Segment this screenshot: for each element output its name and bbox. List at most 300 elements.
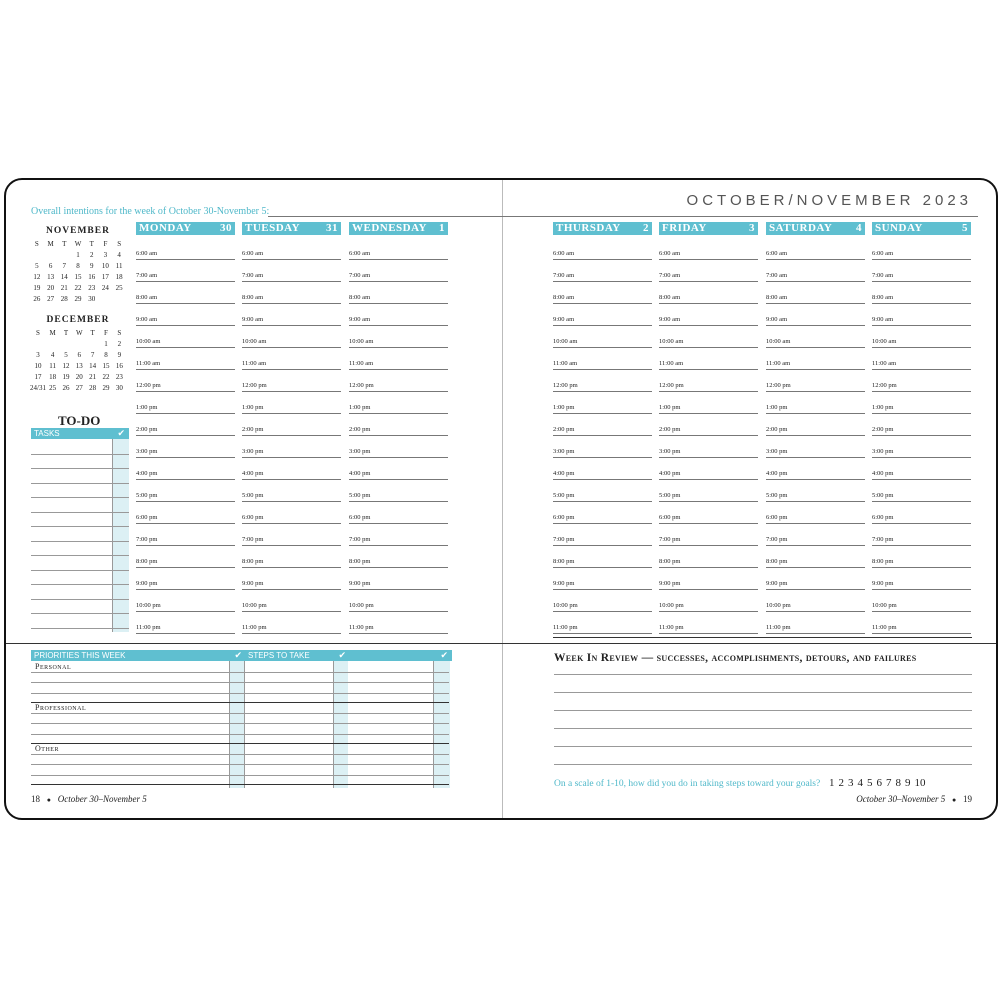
time-slot[interactable]: 1:00 pm <box>349 404 448 414</box>
time-slot[interactable]: 8:00 am <box>766 294 865 304</box>
time-slot[interactable]: 5:00 pm <box>349 492 448 502</box>
time-slot[interactable]: 9:00 pm <box>242 580 341 590</box>
intention-line[interactable] <box>268 216 978 217</box>
time-slot[interactable]: 11:00 am <box>349 360 448 370</box>
calendar-day: 8 <box>104 351 108 359</box>
todo-line[interactable] <box>31 497 129 498</box>
priority-line[interactable] <box>31 693 449 694</box>
day-number: 3 <box>749 222 755 234</box>
todo-line[interactable] <box>31 454 129 455</box>
time-slot[interactable]: 5:00 pm <box>553 492 652 502</box>
calendar-day: 22 <box>102 373 110 381</box>
calendar-day: 14 <box>89 362 97 370</box>
time-slot[interactable]: 6:00 pm <box>659 514 758 524</box>
rating-option[interactable]: 8 <box>895 777 901 789</box>
time-slot[interactable]: 9:00 am <box>766 316 865 326</box>
day-header <box>659 222 758 235</box>
time-slot[interactable]: 7:00 pm <box>136 536 235 546</box>
calendar-day: 7 <box>90 351 95 359</box>
day-number: 4 <box>856 222 862 234</box>
time-slot[interactable]: 10:00 pm <box>349 602 448 612</box>
calendar-grid <box>30 329 126 392</box>
rating-option[interactable]: 5 <box>867 777 873 789</box>
calendar-day <box>86 340 99 348</box>
todo-line[interactable] <box>31 570 129 571</box>
time-slot[interactable]: 11:00 am <box>766 360 865 370</box>
review-line[interactable] <box>554 710 972 711</box>
priority-line[interactable] <box>31 764 449 765</box>
calendar-day: 25 <box>115 284 123 292</box>
calendar-day: 26 <box>33 295 41 303</box>
time-slot[interactable]: 10:00 am <box>659 338 758 348</box>
weekday-label: S <box>36 329 40 337</box>
time-slot[interactable]: 2:00 pm <box>136 426 235 436</box>
priority-line[interactable] <box>31 713 449 714</box>
time-slot[interactable]: 7:00 pm <box>659 536 758 546</box>
rating-option[interactable]: 3 <box>848 777 854 789</box>
priorities-header <box>31 650 246 661</box>
calendar-day: 23 <box>88 284 96 292</box>
day-number: 5 <box>962 222 968 234</box>
section-rule <box>31 743 449 744</box>
calendar-day: 3 <box>103 251 108 259</box>
day-name: SUNDAY <box>875 222 923 234</box>
time-slot[interactable]: 6:00 am <box>553 250 652 260</box>
todo-lines[interactable] <box>31 439 129 632</box>
calendar-day: 17 <box>101 273 109 281</box>
time-slot[interactable]: 7:00 am <box>766 272 865 282</box>
priority-section-label: Professional <box>35 703 87 712</box>
footer-date-right: October 30–November 5 <box>856 794 946 804</box>
time-slot[interactable]: 7:00 am <box>136 272 235 282</box>
review-line[interactable] <box>554 746 972 747</box>
rating-option[interactable]: 6 <box>876 777 882 789</box>
calendar-day: 10 <box>34 362 42 370</box>
time-slot[interactable]: 3:00 pm <box>553 448 652 458</box>
time-slot[interactable]: 5:00 pm <box>766 492 865 502</box>
calendar-day <box>46 340 59 348</box>
calendar-day <box>30 340 46 348</box>
time-slot[interactable]: 10:00 am <box>136 338 235 348</box>
time-slot[interactable]: 12:00 pm <box>136 382 235 392</box>
time-slot[interactable]: 2:00 pm <box>659 426 758 436</box>
time-slot[interactable]: 11:00 am <box>242 360 341 370</box>
calendar-day: 17 <box>34 373 42 381</box>
time-slot[interactable]: 10:00 am <box>553 338 652 348</box>
time-slot[interactable]: 12:00 pm <box>349 382 448 392</box>
time-slot[interactable]: 1:00 pm <box>136 404 235 414</box>
todo-line[interactable] <box>31 613 129 614</box>
time-slot[interactable]: 8:00 am <box>136 294 235 304</box>
time-slot[interactable]: 6:00 am <box>136 250 235 260</box>
time-slot[interactable]: 8:00 pm <box>659 558 758 568</box>
calendar-day: 6 <box>77 351 82 359</box>
calendar-day: 7 <box>62 262 67 270</box>
calendar-day: 28 <box>60 295 68 303</box>
priority-section-label: Other <box>35 744 59 753</box>
time-slot[interactable]: 9:00 pm <box>136 580 235 590</box>
time-slot[interactable]: 11:00 am <box>659 360 758 370</box>
calendar-day: 30 <box>115 384 123 392</box>
mini-calendar <box>30 226 126 303</box>
weekday-label: T <box>62 240 67 248</box>
time-slot[interactable]: 9:00 pm <box>659 580 758 590</box>
time-slot[interactable]: 10:00 pm <box>136 602 235 612</box>
time-slot[interactable]: 11:00 pm <box>136 624 235 634</box>
bullet-icon: ● <box>46 796 51 804</box>
day-header <box>136 222 235 235</box>
rating-option[interactable]: 7 <box>886 777 892 789</box>
time-slot[interactable]: 3:00 pm <box>659 448 758 458</box>
time-slot[interactable]: 10:00 pm <box>872 602 971 612</box>
rating-option[interactable]: 4 <box>857 777 863 789</box>
time-slot[interactable]: 10:00 pm <box>242 602 341 612</box>
scale-question: On a scale of 1-10, how did you do in taking steps toward your goals? <box>554 779 821 789</box>
calendar-day: 18 <box>49 373 57 381</box>
priorities-label: PRIORITIES THIS WEEK <box>34 651 126 660</box>
priority-line[interactable] <box>31 775 449 776</box>
time-slot[interactable]: 4:00 pm <box>766 470 865 480</box>
calendar-day: 4 <box>50 351 55 359</box>
day-header <box>242 222 341 235</box>
time-slot[interactable]: 3:00 pm <box>349 448 448 458</box>
calendar-day <box>99 295 113 303</box>
time-slot[interactable]: 10:00 pm <box>659 602 758 612</box>
review-line[interactable] <box>554 728 972 729</box>
priority-line[interactable] <box>31 682 449 683</box>
time-slot[interactable]: 4:00 pm <box>659 470 758 480</box>
calendar-day: 16 <box>88 273 96 281</box>
section-rule <box>31 784 449 785</box>
todo-line[interactable] <box>31 526 129 527</box>
time-slot[interactable]: 1:00 pm <box>242 404 341 414</box>
time-slot[interactable]: 3:00 pm <box>242 448 341 458</box>
time-slot[interactable]: 2:00 pm <box>242 426 341 436</box>
calendar-day: 24/31 <box>30 384 46 392</box>
time-slot[interactable]: 12:00 pm <box>872 382 971 392</box>
time-slot[interactable]: 11:00 pm <box>349 624 448 634</box>
rating-option[interactable]: 2 <box>838 777 844 789</box>
time-slot[interactable]: 1:00 pm <box>553 404 652 414</box>
priority-section-label: Personal <box>35 662 72 671</box>
calendar-day: 23 <box>115 373 123 381</box>
priority-line[interactable] <box>31 723 449 724</box>
weekday-label: M <box>49 329 56 337</box>
check-icon: ✔ <box>338 650 346 660</box>
time-slot[interactable]: 2:00 pm <box>553 426 652 436</box>
day-number: 31 <box>326 222 338 234</box>
time-slot[interactable]: 4:00 pm <box>553 470 652 480</box>
todo-line[interactable] <box>31 512 129 513</box>
todo-list <box>31 428 129 632</box>
time-slot[interactable]: 9:00 am <box>553 316 652 326</box>
steps-check-column-2[interactable] <box>433 661 450 788</box>
planner-spread <box>4 178 998 820</box>
page-title: OCTOBER/NOVEMBER 2023 <box>686 192 972 209</box>
time-slot[interactable]: 9:00 am <box>349 316 448 326</box>
calendar-day: 9 <box>89 262 94 270</box>
time-slot[interactable]: 10:00 am <box>242 338 341 348</box>
time-slot[interactable]: 7:00 am <box>242 272 341 282</box>
weekday-label: S <box>117 329 122 337</box>
todo-line[interactable] <box>31 599 129 600</box>
time-slot[interactable]: 3:00 pm <box>872 448 971 458</box>
time-slot[interactable]: 10:00 pm <box>766 602 865 612</box>
weekday-label: M <box>47 240 54 248</box>
calendar-day: 13 <box>47 273 55 281</box>
priority-line[interactable] <box>31 734 449 735</box>
time-slot[interactable]: 8:00 am <box>349 294 448 304</box>
time-slot[interactable]: 8:00 am <box>659 294 758 304</box>
time-slot[interactable]: 9:00 am <box>872 316 971 326</box>
time-slot[interactable]: 5:00 pm <box>136 492 235 502</box>
weekday-label: T <box>89 240 94 248</box>
calendar-day: 14 <box>60 273 68 281</box>
day-name: WEDNESDAY <box>352 222 428 234</box>
time-slot[interactable]: 2:00 pm <box>766 426 865 436</box>
calendar-day: 19 <box>62 373 70 381</box>
time-slot[interactable]: 8:00 am <box>872 294 971 304</box>
calendar-day: 20 <box>75 373 83 381</box>
time-slot[interactable]: 8:00 am <box>553 294 652 304</box>
calendar-day <box>59 340 72 348</box>
footer-left <box>31 794 147 804</box>
time-slot[interactable]: 9:00 pm <box>872 580 971 590</box>
steps-header-2 <box>349 650 452 661</box>
time-slot[interactable]: 8:00 pm <box>766 558 865 568</box>
time-slot[interactable]: 9:00 am <box>136 316 235 326</box>
calendar-day <box>73 340 86 348</box>
time-slot[interactable]: 4:00 pm <box>872 470 971 480</box>
rating-option[interactable]: 1 <box>829 777 835 789</box>
calendar-day: 4 <box>117 251 121 259</box>
calendar-day: 29 <box>74 295 82 303</box>
day-number: 2 <box>643 222 649 234</box>
calendar-day: 21 <box>60 284 68 292</box>
calendar-day: 26 <box>62 384 70 392</box>
section-divider <box>6 643 998 644</box>
time-slot[interactable]: 1:00 pm <box>659 404 758 414</box>
page-number-right: 19 <box>963 794 972 804</box>
calendar-day <box>30 251 44 259</box>
time-slot[interactable]: 6:00 pm <box>872 514 971 524</box>
calendar-day: 11 <box>49 362 56 370</box>
calendar-day: 1 <box>104 340 108 348</box>
time-slot[interactable]: 9:00 pm <box>349 580 448 590</box>
calendar-day: 18 <box>115 273 123 281</box>
time-slot[interactable]: 7:00 pm <box>242 536 341 546</box>
calendar-day <box>57 251 71 259</box>
time-slot[interactable]: 11:00 am <box>872 360 971 370</box>
time-slot[interactable]: 3:00 pm <box>136 448 235 458</box>
day-name: FRIDAY <box>662 222 707 234</box>
steps-header <box>245 650 350 661</box>
time-slot[interactable]: 8:00 pm <box>136 558 235 568</box>
calendar-day: 2 <box>117 340 122 348</box>
time-slot[interactable]: 8:00 pm <box>242 558 341 568</box>
time-slot[interactable]: 2:00 pm <box>872 426 971 436</box>
time-slot[interactable]: 10:00 am <box>872 338 971 348</box>
priorities-section <box>31 650 449 788</box>
check-icon: ✔ <box>117 428 125 438</box>
time-slot[interactable]: 9:00 pm <box>766 580 865 590</box>
tasks-header <box>31 428 129 439</box>
calendar-day: 28 <box>89 384 97 392</box>
time-slot[interactable]: 6:00 pm <box>553 514 652 524</box>
priority-line[interactable] <box>31 754 449 755</box>
weekday-label: T <box>90 329 95 337</box>
day-header <box>766 222 865 235</box>
time-slot[interactable]: 12:00 pm <box>659 382 758 392</box>
time-slot[interactable]: 6:00 pm <box>349 514 448 524</box>
calendar-day: 24 <box>101 284 109 292</box>
todo-line[interactable] <box>31 584 129 585</box>
calendar-day: 8 <box>76 262 80 270</box>
time-slot[interactable]: 7:00 pm <box>872 536 971 546</box>
section-rule <box>31 702 449 703</box>
time-slot[interactable]: 11:00 pm <box>242 624 341 634</box>
check-icon: ✔ <box>440 650 448 660</box>
day-header <box>553 222 652 235</box>
time-slot[interactable]: 12:00 pm <box>242 382 341 392</box>
todo-line[interactable] <box>31 555 129 556</box>
time-slot[interactable]: 7:00 am <box>659 272 758 282</box>
time-slot[interactable]: 6:00 am <box>766 250 865 260</box>
calendar-day: 10 <box>101 262 109 270</box>
time-slot[interactable]: 3:00 pm <box>766 448 865 458</box>
time-slot[interactable]: 7:00 am <box>872 272 971 282</box>
todo-line[interactable] <box>31 468 129 469</box>
time-slot[interactable]: 11:00 am <box>136 360 235 370</box>
time-slot[interactable]: 9:00 am <box>242 316 341 326</box>
time-slot[interactable]: 4:00 pm <box>242 470 341 480</box>
time-slot[interactable]: 11:00 am <box>553 360 652 370</box>
time-slot[interactable]: 8:00 pm <box>349 558 448 568</box>
time-slot[interactable]: 10:00 am <box>349 338 448 348</box>
calendar-day: 22 <box>74 284 82 292</box>
time-slot[interactable]: 6:00 pm <box>242 514 341 524</box>
todo-line[interactable] <box>31 483 129 484</box>
mini-calendar <box>30 315 126 392</box>
time-slot[interactable]: 1:00 pm <box>766 404 865 414</box>
day-name: THURSDAY <box>556 222 621 234</box>
calendar-day: 15 <box>74 273 82 281</box>
time-slot[interactable]: 5:00 pm <box>872 492 971 502</box>
calendar-day: 15 <box>102 362 110 370</box>
steps-label: STEPS TO TAKE <box>248 651 310 660</box>
time-slot[interactable]: 9:00 pm <box>553 580 652 590</box>
weekday-label: T <box>63 329 69 337</box>
time-slot[interactable]: 10:00 am <box>766 338 865 348</box>
week-intention-label: Overall intentions for the week of October 30-November 5: <box>31 206 270 217</box>
calendar-day: 25 <box>49 384 57 392</box>
time-slot[interactable]: 6:00 pm <box>766 514 865 524</box>
calendar-day: 2 <box>89 251 94 259</box>
time-slot[interactable]: 1:00 pm <box>872 404 971 414</box>
time-slot[interactable]: 5:00 pm <box>242 492 341 502</box>
calendar-day: 27 <box>75 384 83 392</box>
time-slot[interactable]: 5:00 pm <box>659 492 758 502</box>
calendar-day: 9 <box>117 351 122 359</box>
review-line[interactable] <box>554 692 972 693</box>
tasks-label: TASKS <box>34 429 60 438</box>
todo-line[interactable] <box>31 541 129 542</box>
time-slot[interactable]: 12:00 pm <box>766 382 865 392</box>
time-slot[interactable]: 11:00 pm <box>553 624 652 634</box>
day-header <box>349 222 448 235</box>
time-slot[interactable]: 8:00 pm <box>553 558 652 568</box>
weekday-label: S <box>34 240 39 248</box>
time-slot[interactable]: 7:00 am <box>553 272 652 282</box>
time-slot[interactable]: 7:00 am <box>349 272 448 282</box>
time-slot[interactable]: 11:00 pm <box>872 624 971 634</box>
time-slot[interactable]: 11:00 pm <box>766 624 865 634</box>
day-name: MONDAY <box>139 222 192 234</box>
time-slot[interactable]: 4:00 pm <box>136 470 235 480</box>
check-icon: ✔ <box>234 650 242 660</box>
calendar-day: 21 <box>89 373 97 381</box>
day-header <box>872 222 971 235</box>
calendar-day: 27 <box>47 295 55 303</box>
review-line[interactable] <box>554 764 972 765</box>
weekday-label: F <box>104 329 108 337</box>
calendar-day: 5 <box>35 262 39 270</box>
priority-line[interactable] <box>31 672 449 673</box>
priority-check-column[interactable] <box>229 661 245 788</box>
calendar-day: 30 <box>88 295 96 303</box>
time-slot[interactable]: 4:00 pm <box>349 470 448 480</box>
rating-option[interactable]: 9 <box>905 777 911 789</box>
time-slot[interactable]: 6:00 am <box>242 250 341 260</box>
review-line[interactable] <box>554 674 972 675</box>
time-slot[interactable]: 8:00 pm <box>872 558 971 568</box>
calendar-day <box>44 251 58 259</box>
week-review-title: Week In Review — successes, accomplishments, detours, and failures <box>554 652 917 664</box>
time-slot[interactable]: 10:00 pm <box>553 602 652 612</box>
time-slot[interactable]: 7:00 pm <box>349 536 448 546</box>
time-slot[interactable]: 6:00 pm <box>136 514 235 524</box>
time-slot[interactable]: 6:00 am <box>872 250 971 260</box>
weekday-label: W <box>74 240 82 248</box>
calendar-day: 12 <box>62 362 70 370</box>
calendar-day: 29 <box>102 384 110 392</box>
day-name: TUESDAY <box>245 222 301 234</box>
calendar-day: 20 <box>47 284 55 292</box>
time-slot[interactable]: 11:00 pm <box>659 624 758 634</box>
time-slot[interactable]: 2:00 pm <box>349 426 448 436</box>
footer-right <box>856 794 972 804</box>
calendar-day: 3 <box>36 351 40 359</box>
day-number: 1 <box>439 222 445 234</box>
calendar-day: 6 <box>48 262 53 270</box>
time-slot[interactable]: 12:00 pm <box>553 382 652 392</box>
rating-scale <box>829 777 930 789</box>
time-slot[interactable]: 8:00 am <box>242 294 341 304</box>
steps-check-column[interactable] <box>333 661 348 788</box>
time-slot[interactable]: 7:00 pm <box>766 536 865 546</box>
calendar-grid <box>30 240 126 303</box>
bullet-icon: ● <box>952 796 957 804</box>
calendar-day: 5 <box>64 351 68 359</box>
todo-line[interactable] <box>31 628 129 629</box>
priorities-lines[interactable] <box>31 661 449 788</box>
time-slot[interactable]: 9:00 am <box>659 316 758 326</box>
time-slot[interactable]: 6:00 am <box>659 250 758 260</box>
rating-option[interactable]: 10 <box>914 777 926 789</box>
calendar-day: 1 <box>76 251 80 259</box>
time-slot[interactable]: 6:00 am <box>349 250 448 260</box>
time-slot[interactable]: 7:00 pm <box>553 536 652 546</box>
